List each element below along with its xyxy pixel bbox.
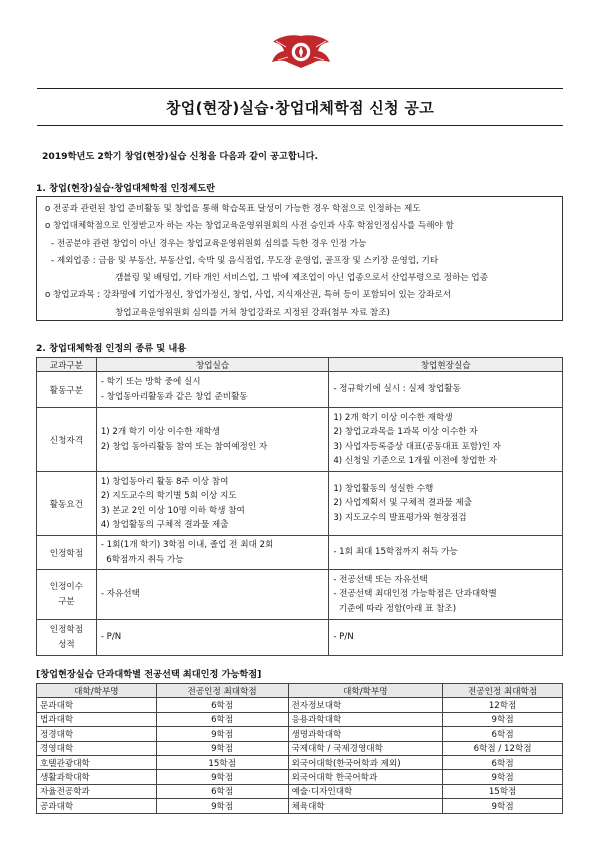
max-credit: 9학점: [443, 712, 563, 726]
table-row: [37, 727, 563, 741]
table-row: [37, 770, 563, 784]
section1-heading: 1. 창업(현장)실습·창업대체학점 인정제도란: [36, 183, 216, 194]
table-row: [37, 698, 563, 712]
max-credit: 15학점: [156, 755, 288, 769]
section2-heading: 2. 창업대체학점 인정의 종류 및 내용: [36, 343, 187, 354]
intro-text: 2019학년도 2학기 창업(현장)실습 신청을 다음과 같이 공고합니다.: [42, 151, 319, 162]
header-cell: 대학/학부명: [288, 684, 443, 698]
max-credit: 15학점: [443, 784, 563, 798]
cell-line: - 1회 최대 15학점까지 취득 가능: [333, 547, 458, 558]
row-label: 인정학점: [37, 536, 97, 570]
section1-line: - 전공분야 관련 창업이 아닌 경우는 창업교육운영위원회 심의를 득한 경우 인정 가능: [51, 238, 367, 249]
max-credit: 6학점: [156, 712, 288, 726]
credit-types-table: [36, 357, 563, 656]
cell-line: 2) 창업교과목을 1과목 이상 이수한 자: [333, 427, 478, 437]
max-credit: 12학점: [443, 698, 563, 712]
college-name: 문과대학: [37, 698, 157, 712]
max-credit: 6학점: [156, 698, 288, 712]
section1-line: o 창업교과목 : 강좌명에 기업가정신, 창업가정신, 창업, 사업, 지식재산권, 특허 등이 포함되어 있는 강좌로서: [45, 290, 451, 301]
college-name: 외국어대학 한국어학과: [288, 770, 443, 784]
max-credit: 9학점: [156, 741, 288, 755]
row-label: 활동구분: [37, 372, 97, 408]
university-emblem-logo: [270, 32, 332, 72]
max-credit: 9학점: [156, 727, 288, 741]
section1-line: 창업교육운영위원회 심의를 거쳐 창업강좌로 지정된 강좌(첨부 자료 참조): [115, 307, 390, 318]
cell-line: 1) 2개 학기 이상 이수한 재학생: [333, 412, 453, 423]
header-cell: 교과구분: [37, 358, 97, 372]
section1-line: o 전공과 관련된 창업 준비활동 및 창업을 통해 학습목표 달성이 가능한 경우 학점으로 인정하는 제도: [45, 204, 421, 214]
cell-line: - 정규학기에 실시 : 실제 창업활동: [333, 384, 461, 395]
notice-title-box: [37, 88, 563, 126]
table-cell: [329, 570, 563, 620]
max-credit: 6학점: [443, 727, 563, 741]
college-name: 자율전공학과: [37, 784, 157, 798]
cell-line: - P/N: [333, 632, 354, 643]
cell-line: - 창업동아리활동과 같은 창업 준비활동: [100, 391, 248, 402]
table-row: [37, 799, 563, 813]
max-credit: 6학점: [443, 755, 563, 769]
college-name: 공과대학: [37, 799, 157, 813]
cell-line: - 자유선택: [100, 589, 140, 600]
college-credit-table: [36, 683, 563, 814]
row-label: 인정학점 성적: [37, 620, 97, 656]
cell-line: 2) 사업계획서 및 구체적 결과물 제출: [333, 498, 473, 509]
table-row: [37, 570, 563, 620]
cell-line: 4) 창업활동의 구체적 결과물 제출: [100, 520, 229, 530]
cell-line: 4) 신청일 기준으로 1개월 이전에 창업한 자: [333, 456, 497, 466]
college-name: 체육대학: [288, 799, 443, 813]
section1-line: o 창업대체학점으로 인정받고자 하는 자는 창업교육운영위원회의 사전 승인과 사후 학점인정심사를 득해야 함: [45, 221, 454, 232]
college-name: 경영대학: [37, 741, 157, 755]
college-name: 법과대학: [37, 712, 157, 726]
college-name: 외국어대학(한국어학과 제외): [288, 755, 443, 769]
college-name: 생명과학대학: [288, 727, 443, 741]
table-cell: [96, 408, 329, 472]
table-cell: [329, 408, 563, 472]
max-credit: 6학점: [156, 784, 288, 798]
table-header-row: [37, 684, 563, 698]
section3-heading: [창업현장실습 단과대학별 전공선택 최대인정 가능학점]: [36, 669, 262, 680]
college-name: 응용과학대학: [288, 712, 443, 726]
table-row: [37, 741, 563, 755]
cell-line: - 전공선택 최대인정 가능학점은 단과대학별: [333, 589, 497, 600]
page-title: 창업(현장)실습·창업대체학점 신청 공고: [166, 98, 434, 117]
college-name: 국제대학 / 국제경영대학: [288, 741, 443, 755]
cell-line: 1) 2개 학기 이상 이수한 재학생: [100, 427, 221, 437]
table-row: [37, 536, 563, 570]
cell-line: 1) 창업동아리 활동 8주 이상 참여: [100, 476, 229, 487]
max-credit: 9학점: [156, 799, 288, 813]
cell-line: 2) 지도교수의 학기별 5회 이상 지도: [100, 491, 237, 501]
header-cell: 전공인정 최대학점: [156, 684, 288, 698]
college-name: 정경대학: [37, 727, 157, 741]
college-name: 예술·디자인대학: [288, 784, 443, 798]
cell-line: - P/N: [100, 632, 122, 643]
section1-box: [36, 196, 563, 321]
max-credit: 9학점: [443, 770, 563, 784]
table-cell: [96, 570, 329, 620]
table-row: [37, 372, 563, 408]
row-label: 신청자격: [37, 408, 97, 472]
table-row: [37, 620, 563, 656]
cell-line: 3) 사업자등록증상 대표(공동대표 포함)인 자: [333, 441, 501, 452]
header-cell: 전공인정 최대학점: [443, 684, 563, 698]
table-cell: [96, 372, 329, 408]
table-cell: [329, 372, 563, 408]
table-header-row: [37, 358, 563, 372]
table-row: [37, 755, 563, 769]
header-cell: 창업실습: [96, 358, 329, 372]
table-row: [37, 472, 563, 536]
cell-line: 1) 창업활동의 성실한 수행: [333, 483, 434, 494]
cell-line: - 전공선택 또는 자유선택: [333, 574, 428, 585]
max-credit: 6학점 / 12학점: [443, 741, 563, 755]
college-name: 전자정보대학: [288, 698, 443, 712]
cell-line: 2) 창업 동아리활동 참여 또는 참여예정인 자: [100, 441, 268, 452]
cell-line: 기준에 따라 정함(아래 표 참조): [333, 603, 457, 614]
cell-line: 3) 본교 2인 이상 10명 이하 학생 참여: [100, 505, 245, 516]
college-name: 호텔관광대학: [37, 755, 157, 769]
max-credit: 9학점: [156, 770, 288, 784]
table-cell: [329, 536, 563, 570]
header-cell: 대학/학부명: [37, 684, 157, 698]
section1-line: 갬블링 및 배팅업, 기타 개인 서비스업, 그 밖에 제조업이 아닌 업종으로서 산업부령으로 정하는 업종: [115, 273, 489, 284]
section1-line: - 제외업종 : 금융 및 부동산, 부동산업, 숙박 및 음식점업, 무도장 운영업, 골프장 및 스키장 운영업, 기타: [51, 255, 439, 266]
header-cell: 창업현장실습: [329, 358, 563, 372]
cell-line: - 학기 또는 방학 중에 실시: [100, 377, 201, 387]
college-name: 생활과학대학: [37, 770, 157, 784]
table-cell: [96, 536, 329, 570]
row-label: 활동요건: [37, 472, 97, 536]
cell-line: 6학점까지 취득 가능: [100, 554, 184, 565]
table-row: [37, 784, 563, 798]
cell-line: 3) 지도교수의 발표평가와 현장점검: [333, 512, 467, 523]
table-row: [37, 408, 563, 472]
row-label: 인정이수 구분: [37, 570, 97, 620]
table-cell: [96, 620, 329, 656]
table-cell: [329, 620, 563, 656]
table-row: [37, 712, 563, 726]
table-cell: [96, 472, 329, 536]
cell-line: - 1회(1개 학기) 3학점 이내, 졸업 전 최대 2회: [100, 540, 274, 550]
table-cell: [329, 472, 563, 536]
max-credit: 9학점: [443, 799, 563, 813]
